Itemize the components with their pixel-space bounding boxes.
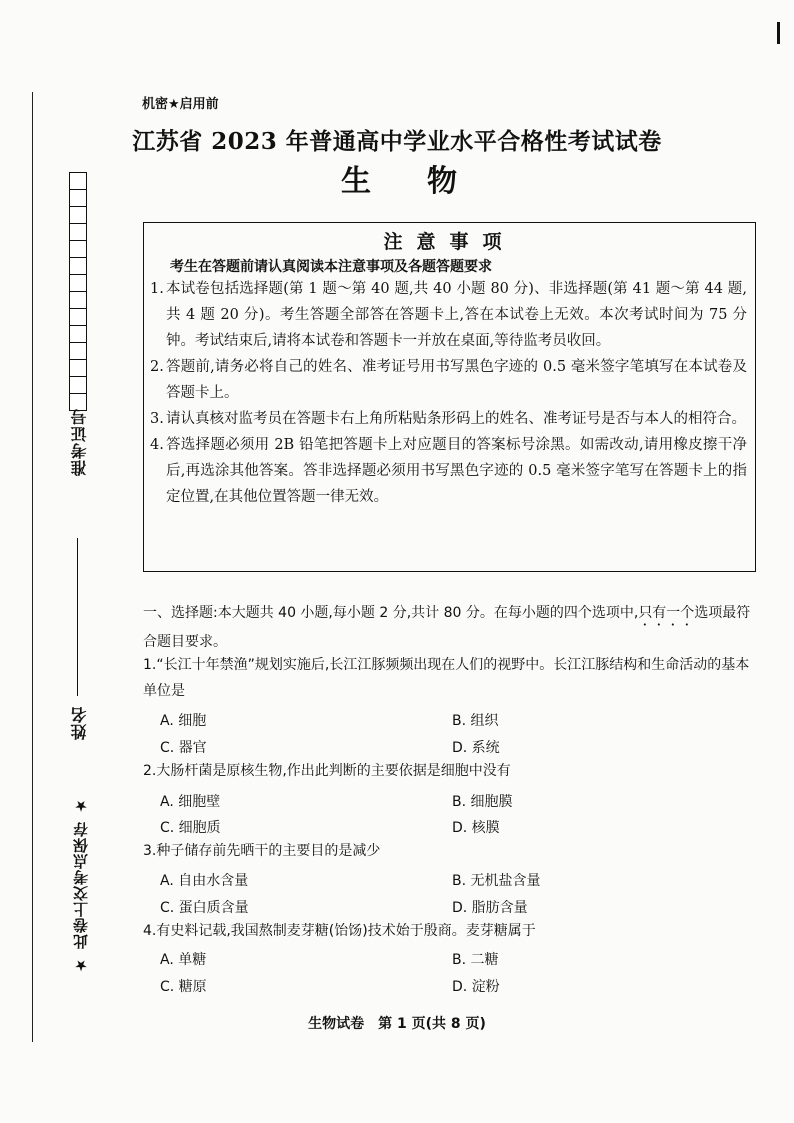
notice-item-text: 本试卷包括选择题(第 1 题～第 40 题,共 40 小题 80 分)、非选择题(第 41 题～第 44 题,共 4 题 20 分)。考生答题全部答在答题卡上,答在本试卷上无效。本次考试时间为 75 分钟。考试结束后,请将本试卷和答题卡一并放在桌面,等待监考员收回。 [166, 281, 747, 349]
q3-option-d[interactable]: D. 脂肪含量 [452, 900, 528, 916]
exam-id-digit-box[interactable] [69, 308, 87, 326]
section-suffix: 选项最符合题目要求。 [143, 605, 751, 650]
notice-intro: 考生在答题前请认真阅读本注意事项及各题答题要求 [170, 259, 492, 275]
question-1-stem [143, 652, 758, 704]
exam-id-digit-box[interactable] [69, 206, 87, 224]
exam-id-digit-box[interactable] [69, 291, 87, 309]
notice-box [143, 222, 756, 572]
section-prefix: 一、选择题:本大题共 40 小题,每小题 2 分,共计 80 分。在每小题的四个选项中, [143, 605, 639, 621]
name-underline[interactable] [77, 538, 78, 696]
q3-option-c[interactable]: C. 蛋白质含量 [160, 900, 249, 916]
notice-item-num: 2. [150, 359, 164, 375]
notice-item-text: 答题前,请务必将自己的姓名、准考证号用书写黑色字迹的 0.5 毫米签字笔填写在本试卷及答题卡上。 [166, 359, 747, 401]
exam-id-digit-box[interactable] [69, 274, 87, 292]
notice-item [144, 276, 755, 354]
exam-id-digit-box[interactable] [69, 325, 87, 343]
q4-option-d[interactable]: D. 淀粉 [452, 979, 500, 995]
exam-id-digit-box[interactable] [69, 240, 87, 258]
q3-option-a[interactable]: A. 自由水含量 [160, 873, 249, 889]
q2-option-b[interactable]: B. 细胞膜 [452, 794, 513, 810]
q2-option-a[interactable]: A. 细胞壁 [160, 794, 221, 810]
subject-title: 生物 [341, 164, 513, 199]
binding-line [32, 92, 33, 1042]
notice-item-num: 4. [150, 437, 164, 453]
question-text: 4.有史料记载,我国熬制麦芽糖(饴饧)技术始于殷商。麦芽糖属于 [143, 923, 536, 939]
q4-option-c[interactable]: C. 糖原 [160, 979, 207, 995]
exam-id-digit-box[interactable] [69, 342, 87, 360]
q2-option-d[interactable]: D. 核膜 [452, 820, 500, 836]
question-3-stem [143, 838, 758, 864]
q2-option-c[interactable]: C. 细胞质 [160, 820, 221, 836]
exam-id-digit-box[interactable] [69, 257, 87, 275]
corner-mark [777, 22, 780, 44]
notice-item [144, 406, 755, 432]
confidential-label: 机密★启用前 [142, 97, 219, 112]
name-label: 姓名 [70, 706, 89, 740]
page-footer: 生物试卷 第 1 页(共 8 页) [308, 1016, 486, 1032]
notice-item-num: 1. [150, 281, 164, 297]
notice-item-text: 请认真核对监考员在答题卡右上角所粘贴条形码上的姓名、准考证号是否与本人的相符合。 [166, 411, 746, 427]
notice-item-text: 答选择题必须用 2B 铅笔把答题卡上对应题目的答案标号涂黑。如需改动,请用橡皮擦干净后,再选涂其他答案。答非选择题必须用书写黑色字迹的 0.5 毫米签字笔写在答题卡上的指定位置,在其他位置答题一律无效。 [166, 437, 747, 505]
section-heading [143, 600, 758, 655]
exam-id-boxes[interactable] [69, 172, 87, 410]
exam-id-label: 准考证号 [70, 408, 89, 476]
notice-item-num: 3. [150, 411, 164, 427]
question-4-stem [143, 918, 758, 944]
exam-id-digit-box[interactable] [69, 359, 87, 377]
question-text: 1.“长江十年禁渔”规划实施后,长江江豚频频出现在人们的视野中。长江江豚结构和生命活动的基本单位是 [143, 657, 750, 699]
question-text: 3.种子储存前先晒干的主要目的是减少 [143, 843, 381, 859]
q1-option-d[interactable]: D. 系统 [452, 740, 500, 756]
exam-id-digit-box[interactable] [69, 223, 87, 241]
q1-option-b[interactable]: B. 组织 [452, 713, 499, 729]
keep-notice: ★ 此卷上交考点保存 ★ [72, 796, 90, 975]
section-emphasis: 只有一个 [638, 605, 695, 621]
q4-option-b[interactable]: B. 二糖 [452, 952, 499, 968]
notice-item [144, 354, 755, 406]
notice-item [144, 432, 755, 510]
q3-option-b[interactable]: B. 无机盐含量 [452, 873, 541, 889]
q1-option-c[interactable]: C. 器官 [160, 740, 207, 756]
q4-option-a[interactable]: A. 单糖 [160, 952, 207, 968]
exam-id-digit-box[interactable] [69, 376, 87, 394]
question-text: 2.大肠杆菌是原核生物,作出此判断的主要依据是细胞中没有 [143, 763, 511, 779]
exam-title: 江苏省 2023 年普通高中学业水平合格性考试试卷 [132, 128, 662, 155]
notice-title: 注意事项 [383, 231, 516, 253]
question-2-stem [143, 758, 758, 784]
q1-option-a[interactable]: A. 细胞 [160, 713, 207, 729]
